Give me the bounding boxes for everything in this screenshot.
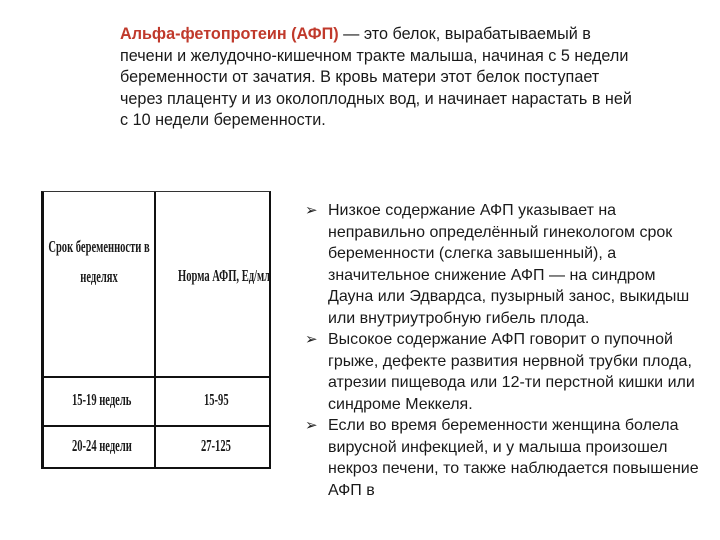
list-item-text: Высокое содержание АФП говорит о пупочной грыже, дефекте развития нервной трубки плода, атрезии пищевода или 12-ти перстной кишки или синдроме Меккеля. xyxy=(328,331,695,413)
table-row-divider xyxy=(44,376,269,378)
table-cell-norm-1: 15-95 xyxy=(204,390,229,409)
list-item-text: Низкое содержание АФП указывает на неправильно определённый гинекологом срок беременности (слегка завышенный), а значительное снижение АФП — на синдром Дауна или Эдвардса, пузырный занос, выкидыш или внутриутробную гибель плода. xyxy=(328,202,690,327)
arrow-bullet-icon: ➢ xyxy=(305,417,318,434)
table-header-term xyxy=(48,232,150,292)
afp-norms-table xyxy=(41,191,271,469)
intro-text: — это белок, вырабатываемый в печени и желудочно-кишечном тракте малыша, начиная с 5 недели беременности от зачатия. В кровь матери этот белок поступает через плаценту и из околоплодных вод, и начинает нарастать в ней с 10 недели беременности. xyxy=(120,25,632,130)
list-item xyxy=(305,415,705,501)
afp-bullet-list xyxy=(305,200,705,501)
intro-highlight: Альфа-фетопротеин (АФП) xyxy=(120,25,339,43)
list-item-text: Если во время беременности женщина болела вирусной инфекцией, и у малыша произошел некроз печени, то также наблюдается повышение АФП в xyxy=(328,417,699,499)
arrow-bullet-icon: ➢ xyxy=(305,202,318,219)
list-item xyxy=(305,200,705,329)
intro-paragraph xyxy=(120,24,640,132)
table-cell-term-1: 15-19 недель xyxy=(72,390,132,409)
list-item xyxy=(305,329,705,415)
table-cell-term-2: 20-24 недели xyxy=(72,436,132,455)
table-header-norm: Норма АФП, Ед/мл xyxy=(178,266,271,285)
table-header-term-text: Срок беременности в неделях xyxy=(48,237,150,286)
table-row-divider xyxy=(44,425,269,427)
arrow-bullet-icon: ➢ xyxy=(305,331,318,348)
table-cell-norm-2: 27-125 xyxy=(201,436,231,455)
